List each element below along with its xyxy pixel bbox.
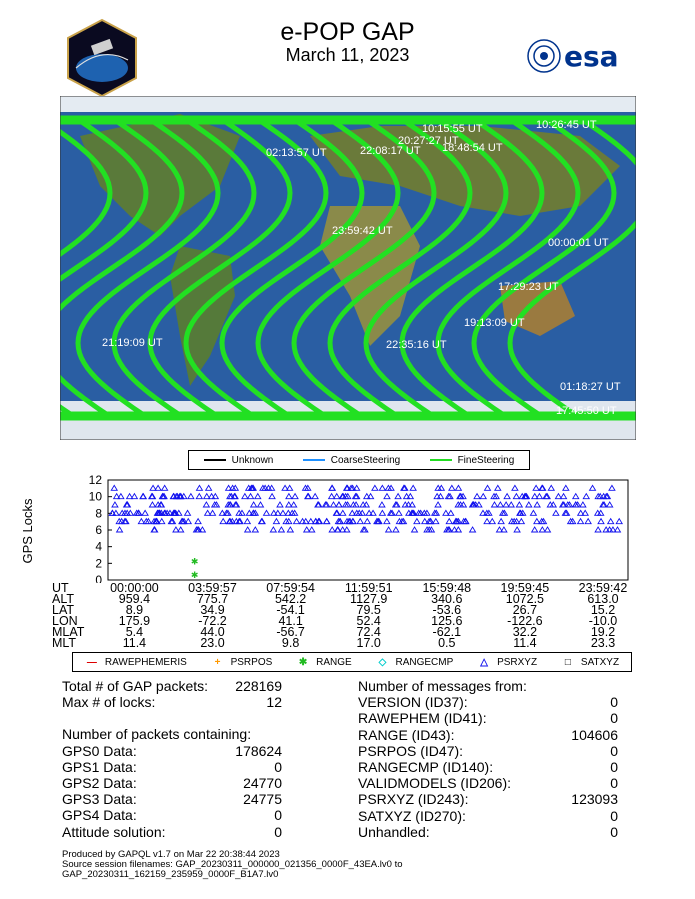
psrxyz-point [270,527,276,532]
row-label: MLAT [52,625,85,639]
legend-symbol: □ [564,656,571,668]
psrxyz-point [489,519,495,524]
psrxyz-point [252,527,258,532]
table-cell: 03:59:57 [188,581,237,595]
stat-label: VALIDMODELS (ID206): [358,775,512,792]
y-tick-label: 2 [95,556,102,571]
legend-unknown: Unknown [204,455,274,466]
psrxyz-point [534,502,540,507]
psrxyz-point [484,519,490,524]
y-tick-label: 12 [88,475,102,487]
psrxyz-point [491,502,497,507]
psrxyz-point [585,519,591,524]
psrxyz-point [532,527,538,532]
stat-value: 0 [274,758,282,775]
psrxyz-point [614,527,620,532]
position-table [52,583,642,649]
stat-label: GPS2 Data: [62,775,137,792]
stat-value: 0 [610,710,618,727]
psrxyz-point [379,485,385,490]
stat-row [358,727,618,743]
table-cell: -10.0 [588,614,618,628]
psrxyz-point [159,519,165,524]
psrxyz-point [251,502,257,507]
legend-coarse: CoarseSteering [303,455,400,466]
psrxyz-point [485,485,491,490]
y-tick-label: 10 [88,489,102,504]
track-legend [188,450,530,470]
psrxyz-point [449,485,455,490]
psrxyz-point [410,485,416,490]
stat-row [62,743,282,759]
psrxyz-point [185,510,191,515]
psrxyz-point [446,519,452,524]
legend-label: PSRXYZ [497,656,538,668]
stat-row [358,743,618,759]
table-cell: 79.5 [356,603,381,617]
psrxyz-point [287,485,293,490]
psrxyz-point [497,502,503,507]
psrxyz-point [188,494,194,499]
page-title: e-POP GAP [280,18,415,46]
psrxyz-point [580,502,586,507]
time-label: 18:48:54 UT [442,142,503,154]
psrxyz-point [112,502,118,507]
psrxyz-point [555,494,561,499]
stat-label: GPS3 Data: [62,791,137,808]
table-cell: 0.5 [438,636,456,650]
stat-value: 24770 [243,775,282,792]
table-cell: 23:59:42 [578,581,628,595]
stat-value: 0 [610,759,618,776]
psrxyz-point [516,502,522,507]
world-map [60,96,636,440]
table-cell: 00:00:00 [110,581,159,595]
stats-right: Number of messages from: VERSION (ID37): 0 RAWEPHEM (ID41): 0 RANGE (ID43): 104606 PSRPOS (ID47): 0 RANGECMP (ID140): 0 VALIDMODELS (ID206): 0 PSRXYZ (ID243): 123093 SATXYZ (ID270): 0 Unhandled: 0 [358,678,618,840]
range-point: ✱ [190,570,199,580]
psrxyz-point [583,494,589,499]
psrxyz-point [273,519,279,524]
psrxyz-point [255,494,261,499]
psrxyz-point [513,494,519,499]
psrxyz-point [590,485,596,490]
psrxyz-point [578,510,584,515]
table-cell: -54.1 [276,603,305,617]
psrxyz-point [384,494,390,499]
stat-row [62,807,282,823]
stat-value: 178624 [235,742,282,759]
psrxyz-point [563,485,569,490]
legend-symbol: △ [480,656,488,668]
table-cell: 19.2 [590,625,616,639]
table-cell: 23.3 [590,636,616,650]
table-cell: 1072.5 [505,592,544,606]
psrxyz-point [536,494,542,499]
table-cell: 32.2 [512,625,538,639]
range-point: ✱ [190,556,199,567]
psrxyz-point [349,510,355,515]
legend-fine: FineSteering [430,455,515,466]
psrxyz-point [539,527,545,532]
y-axis-label: GPS Locks [20,498,35,564]
y-tick-label: 4 [95,539,102,554]
table-cell: 1127.9 [350,592,388,606]
table-cell: 959.4 [118,592,151,606]
table-cell: 52.4 [356,614,381,628]
psrxyz-point [498,519,504,524]
time-label: 01:18:27 UT [560,381,621,393]
psrxyz-point [220,519,226,524]
row-label: MLT [52,636,77,650]
psrxyz-point [495,485,501,490]
psrxyz-point [553,510,559,515]
row-label: LAT [52,603,74,617]
stat-label: RANGE (ID43): [358,726,455,743]
stat-value: 0 [274,823,282,840]
table-cell: 15:59:48 [422,581,472,595]
psrxyz-point [578,519,584,524]
psrxyz-point [329,527,335,532]
stat-value: 0 [610,742,618,759]
psrxyz-point [372,485,378,490]
legend-label: RANGECMP [395,656,454,668]
psrxyz-point [242,494,248,499]
psrxyz-point [504,494,510,499]
table-cell: 613.0 [587,592,619,606]
psrxyz-point [155,485,161,490]
legend-label: RAWEPHEMERIS [104,656,187,668]
legend-satxyz [561,657,619,668]
table-cell: 41.1 [278,614,303,628]
table-cell: -72.2 [198,614,227,628]
time-label: 00:00:01 UT [548,237,609,249]
psrxyz-point [512,485,518,490]
psrxyz-point [384,519,390,524]
stat-row [62,824,282,840]
psrxyz-point [162,485,168,490]
psrxyz-point [414,519,420,524]
psrxyz-point [263,510,269,515]
psrxyz-point [607,502,613,507]
legend-psrxyz [477,657,537,668]
psrxyz-point [573,494,579,499]
psrxyz-point [386,527,392,532]
legend-label: PSRPOS [230,656,273,668]
psrxyz-point [142,510,148,515]
stat-label: RANGECMP (ID140): [358,759,494,776]
psrxyz-point [379,510,385,515]
psrxyz-point [336,502,342,507]
stat-row [62,775,282,791]
legend-symbol: ✱ [298,656,308,668]
stat-value: 123093 [571,791,618,808]
psrxyz-point [357,519,363,524]
psrxyz-point [329,494,335,499]
stat-label: GPS0 Data: [62,742,137,759]
total-packets: 228169 [235,678,282,694]
psrxyz-point [277,502,283,507]
stat-value: 0 [274,807,282,824]
time-label: 20:27:27 UT [398,135,459,147]
stat-label: PSRPOS (ID47): [358,742,464,759]
psrxyz-point [204,494,210,499]
stat-row [358,824,618,840]
psrxyz-point [395,494,401,499]
page-date: March 11, 2023 [285,45,410,65]
table-cell: 07:59:54 [266,581,315,595]
mission-logo [62,18,142,98]
psrxyz-point [258,502,264,507]
table-cell: 125.6 [431,614,463,628]
psrxyz-point [278,527,284,532]
time-label: 10:15:55 UT [422,123,483,135]
psrxyz-point [206,485,212,490]
table-cell: 34.9 [200,603,225,617]
legend-label: RANGE [316,656,352,668]
stat-label: PSRXYZ (ID243): [358,791,469,808]
table-cell: 23.0 [200,636,225,650]
psrxyz-point [364,519,370,524]
psrxyz-point [396,510,402,515]
psrxyz-point [598,519,604,524]
y-tick-label: 6 [95,523,102,537]
legend-range [296,657,352,668]
chart-points [109,485,622,580]
psrxyz-point [294,519,300,524]
stat-label: Unhandled: [358,823,430,840]
psrxyz-point [304,527,310,532]
psrxyz-point [210,510,216,515]
table-cell: 17.0 [356,636,381,650]
psrxyz-point [455,485,461,490]
psrxyz-point [196,494,202,499]
table-cell: 11:59:51 [344,581,393,595]
psrxyz-point [280,510,286,515]
stat-row [358,694,618,710]
table-cell: 11.4 [513,636,537,650]
table-cell: 19:59:45 [500,581,550,595]
psrxyz-point [616,519,622,524]
psrxyz-point [548,485,554,490]
legend-symbol: — [86,656,97,668]
psrxyz-point [470,527,476,532]
psrxyz-point [291,502,297,507]
row-label: LON [52,614,78,628]
stat-value: 104606 [571,726,618,743]
psrxyz-point [292,494,298,499]
y-tick-label: 0 [95,573,102,583]
psrxyz-point [344,527,350,532]
row-label: ALT [52,592,74,606]
stat-row [358,791,618,807]
psrxyz-point [173,527,179,532]
psrxyz-point [127,494,133,499]
psrxyz-point [287,527,293,532]
stat-value: 24775 [243,791,282,808]
time-label: 21:19:09 UT [102,337,163,349]
psrxyz-point [474,494,480,499]
time-label: 17:45:50 UT [556,405,617,417]
psrxyz-point [412,527,418,532]
psrxyz-point [330,502,336,507]
stat-row [62,759,282,775]
psrxyz-point [286,494,292,499]
stat-value: 0 [610,694,618,711]
psrxyz-point [117,527,123,532]
psrxyz-point [244,519,250,524]
stat-row [358,775,618,791]
stat-label: SATXYZ (ID270): [358,807,466,824]
esa-logo-text: esa [564,40,619,73]
time-label: 22:35:16 UT [386,339,447,351]
legend-symbol: + [214,656,221,668]
psrxyz-point [312,494,318,499]
stat-row [358,759,618,775]
stat-label: Attitude solution: [62,823,166,840]
psrxyz-point [433,519,439,524]
table-cell: 9.8 [281,636,300,650]
time-label: 22:08:17 UT [360,145,421,157]
table-cell: 340.6 [431,592,463,606]
psrxyz-point [269,494,275,499]
stat-label: RAWEPHEM (ID41): [358,710,487,727]
row-label: UT [52,581,69,595]
gps-locks-chart [20,475,640,583]
stat-label: GPS1 Data: [62,758,137,775]
table-cell: 11.4 [122,636,147,650]
legend-rawephemeris [85,657,187,668]
stat-row [62,791,282,807]
psrxyz-point [149,502,155,507]
max-locks: 12 [266,694,282,711]
psrxyz-point [503,502,509,507]
legend-symbol: ◇ [378,656,387,668]
psrxyz-point [595,527,601,532]
psrxyz-point [518,519,524,524]
psrxyz-point [203,502,209,507]
psrxyz-point [248,494,254,499]
stat-label: GPS4 Data: [62,807,137,824]
arctic [60,96,636,112]
stat-value: 0 [610,823,618,840]
time-label: 10:26:45 UT [536,119,597,131]
psrxyz-point [533,485,539,490]
table-row [52,638,642,649]
packet-legend [72,652,632,672]
table-cell: -53.6 [432,603,462,617]
stat-row [358,710,618,726]
psrxyz-point [111,485,117,490]
psrxyz-point [443,510,449,515]
table-cell: -62.1 [432,625,462,639]
psrxyz-point [530,510,536,515]
legend-rangecmp [375,657,453,668]
psrxyz-point [435,502,441,507]
time-label: 02:13:57 UT [266,147,327,159]
stat-label: VERSION (ID37): [358,694,468,711]
psrxyz-point [340,510,346,515]
psrxyz-point [526,502,532,507]
psrxyz-point [195,519,201,524]
psrxyz-point [393,527,399,532]
esa-logo [526,36,636,76]
table-cell: 26.7 [512,603,538,617]
table-cell: 44.0 [200,625,225,639]
table-cell: 5.4 [125,625,144,639]
time-label: 23:59:42 UT [332,225,393,237]
psrxyz-point [379,502,385,507]
psrxyz-point [245,527,251,532]
psrxyz-point [514,527,520,532]
psrxyz-point [480,494,486,499]
psrxyz-point [609,485,615,490]
psrxyz-point [196,485,202,490]
table-cell: 542.2 [274,592,307,606]
stat-value: 0 [610,807,618,824]
psrxyz-point [501,527,507,532]
table-cell: 72.4 [356,625,381,639]
y-tick-label: 8 [95,506,102,521]
table-cell: 8.9 [125,603,144,617]
legend-psrpos [211,657,273,668]
time-label: 19:13:09 UT [464,317,525,329]
psrxyz-point [354,485,360,490]
time-label: 17:29:23 UT [498,281,559,293]
footer: Produced by GAPQL v1.7 on Mar 22 20:38:44 2023 Source session filenames: GAP_20230311_000000_021356_0000F_43EA.lv0 to GAP_20230311_162159_235959_0000F_B1A7.lv0 [62,849,403,880]
table-cell: -56.7 [276,625,305,639]
stats-left: Total # of GAP packets: 228169 Max # of locks: 12 Number of packets containing: GPS0 Data: 178624 GPS1 Data: 0 GPS2 Data: 24770 GPS3 Data: 24775 GPS4 Data: 0 Attitude solution: 0 [62,678,282,840]
stat-row [358,808,618,824]
table-cell: 15.2 [590,603,616,617]
table-cell: -122.6 [507,614,543,628]
psrxyz-point [608,519,614,524]
psrxyz-point [118,494,124,499]
table-cell: 175.9 [118,614,151,628]
stat-value: 0 [610,775,618,792]
legend-label: SATXYZ [580,656,620,668]
table-cell: 775.7 [196,592,229,606]
